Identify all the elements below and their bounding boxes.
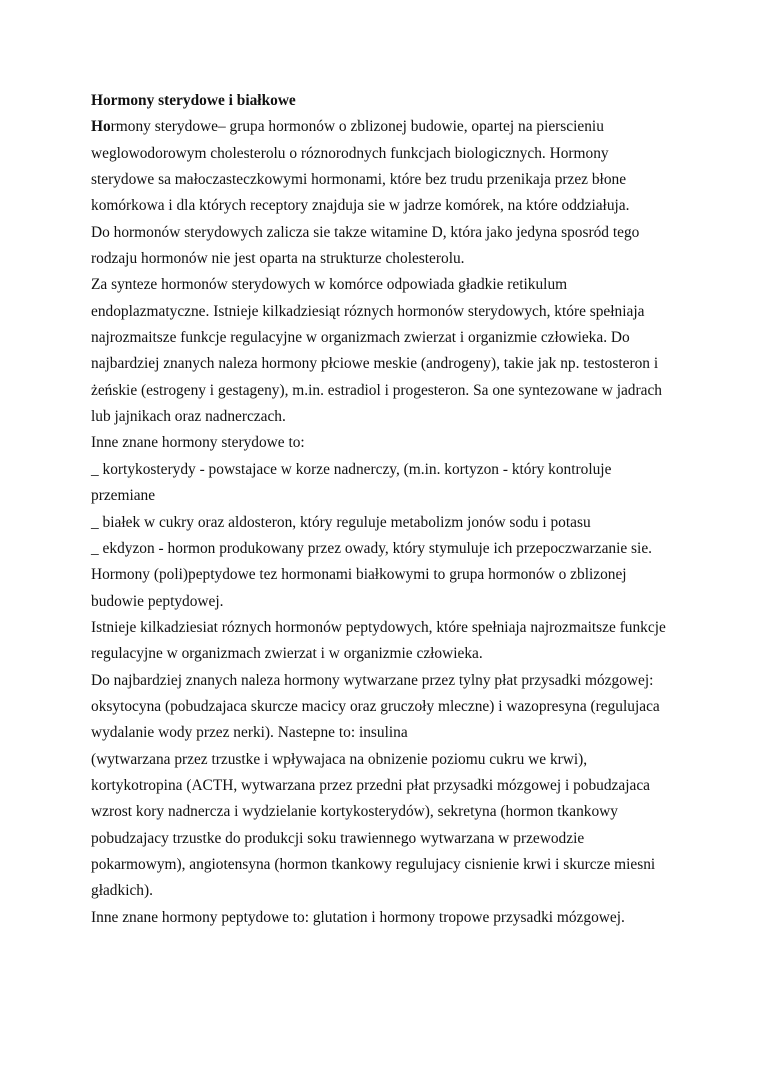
text-line: gładkich). — [91, 882, 153, 900]
text-line: Za synteze hormonów sterydowych w komórce odpowiada gładkie retikulum — [91, 276, 568, 294]
text-line: oksytocyna (pobudzajaca skurcze macicy oraz gruczoły mleczne) i wazopresyna (regulujaca — [91, 697, 660, 715]
text-line: Do hormonów sterydowych zalicza sie takze witamine D, która jako jedyna sposród tego — [91, 223, 640, 241]
document-page — [91, 88, 681, 931]
text-line: Inne znane hormony sterydowe to: — [91, 434, 305, 452]
text-line: wzrost kory nadnercza i wydzielanie kortykosterydów), sekretyna (hormon tkankowy — [91, 803, 618, 821]
text-line: rodzaju hormonów nie jest oparta na strukturze cholesterolu. — [91, 250, 465, 268]
text-line: wydalanie wody przez nerki). Nastepne to: insulina — [91, 724, 408, 742]
first-line-rest: rmony sterydowe– grupa hormonów o zblizonej budowie, opartej na pierscieniu — [110, 118, 604, 136]
text-line: pokarmowym), angiotensyna (hormon tkankowy regulujacy cisnienie krwi i skurcze miesni — [91, 855, 656, 873]
text-line: żeńskie (estrogeny i gestageny), m.in. estradiol i progesteron. Sa one syntezowane w jadrach — [91, 381, 662, 399]
text-line: sterydowe sa małoczasteczkowymi hormonami, które bez trudu przenikaja przez błone — [91, 171, 627, 189]
document-title: Hormony sterydowe i białkowe — [91, 92, 296, 109]
text-line: przemiane — [91, 487, 156, 505]
text-line: budowie peptydowej. — [91, 592, 224, 610]
text-line: Inne znane hormony peptydowe to: glutation i hormony tropowe przysadki mózgowej. — [91, 908, 625, 926]
text-line: Hormony (poli)peptydowe tez hormonami białkowymi to grupa hormonów o zblizonej — [91, 566, 627, 584]
body-text — [91, 141, 681, 931]
text-line: regulacyjne w organizmach zwierzat i w organizmie człowieka. — [91, 645, 483, 663]
text-line: Istnieje kilkadziesiat róznych hormonów peptydowych, które spełniaja najrozmaitsze funkcje — [91, 618, 666, 636]
text-line: _ białek w cukry oraz aldosteron, który reguluje metabolizm jonów sodu i potasu — [91, 513, 591, 531]
text-line: _ ekdyzon - hormon produkowany przez owady, który stymuluje ich przepoczwarzanie sie. — [91, 539, 652, 557]
text-line: lub jajnikach oraz nadnerczach. — [91, 408, 286, 426]
bold-prefix: Ho — [91, 118, 111, 136]
text-line: najrozmaitsze funkcje regulacyjne w organizmach zwierzat i organizmie człowieka. Do — [91, 329, 630, 347]
text-line: (wytwarzana przez trzustke i wpływajaca na obnizenie poziomu cukru we krwi), — [91, 750, 588, 768]
text-line: najbardziej znanych naleza hormony płciowe meskie (androgeny), takie jak np. testosteron i — [91, 355, 659, 373]
text-line: weglowodorowym cholesterolu o róznorodnych funkcjach biologicznych. Hormony — [91, 144, 609, 162]
text-line: endoplazmatyczne. Istnieje kilkadziesiąt róznych hormonów sterydowych, które spełniaja — [91, 302, 645, 320]
text-line: pobudzajacy trzustke do produkcji soku trawiennego wytwarzana w przewodzie — [91, 829, 585, 847]
text-line-first — [91, 114, 681, 140]
text-line: Do najbardziej znanych naleza hormony wytwarzane przez tylny płat przysadki mózgowej: — [91, 671, 654, 689]
text-line: kortykotropina (ACTH, wytwarzana przez przedni płat przysadki mózgowej i pobudzajaca — [91, 776, 650, 794]
text-line: komórkowa i dla których receptory znajduja sie w jadrze komórek, na które oddziałuja. — [91, 197, 630, 215]
text-line: _ kortykosterydy - powstajace w korze nadnerczy, (m.in. kortyzon - który kontroluje — [91, 460, 612, 478]
